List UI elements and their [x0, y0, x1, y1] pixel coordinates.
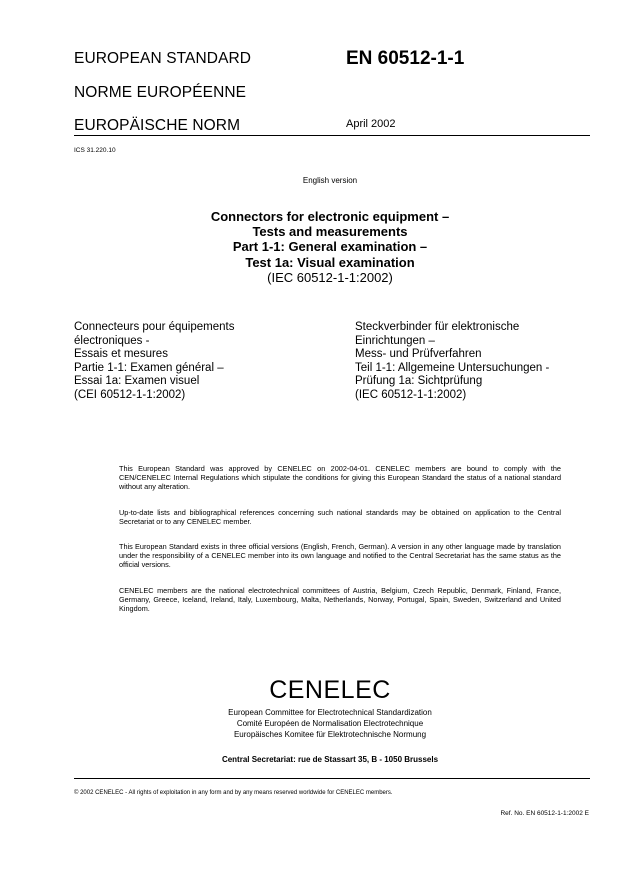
publication-date: April 2002 [346, 118, 396, 130]
standard-type-french: NORME EUROPÉENNE [74, 84, 247, 101]
committee-name-line: Europäisches Komitee für Elektrotechnische Normung [233, 729, 427, 739]
committee-name-line: Comité Européen de Normalisation Electrotechnique [236, 718, 424, 728]
approval-notice: This European Standard was approved by CENELEC on 2002-04-01. CENELEC members are bound to comply with the CEN/CENELEC Internal Regulations which stipulate the conditions for giving this European Standard the status of a national standard without any alteration. [119, 464, 561, 492]
title-line: Tests and measurements [252, 224, 408, 240]
french-title-line: Partie 1-1: Examen général – [74, 361, 224, 374]
title-line: Connectors for electronic equipment – [210, 209, 450, 224]
french-title-line: Essais et mesures [74, 348, 168, 361]
german-title-line: (IEC 60512-1-1:2002) [355, 388, 467, 401]
standard-type-english: EUROPEAN STANDARD [74, 50, 252, 67]
references-notice: Up-to-date lists and bibliographical references concerning such national standards may be obtained on application to the Central Secretariat or to any CENELEC member. [119, 508, 561, 527]
copyright-notice: © 2002 CENELEC - All rights of exploitation in any form and by any means reserved worldwide for CENELEC members. [74, 790, 393, 796]
committee-names [0, 708, 619, 740]
organization-name: CENELEC [269, 676, 391, 704]
central-secretariat: Central Secretariat: rue de Stassart 35, B - 1050 Brussels [221, 755, 439, 764]
german-title [355, 321, 549, 403]
title-line: Part 1-1: General examination – [232, 239, 428, 255]
french-title-line: Connecteurs pour équipements [74, 321, 235, 333]
language-version: English version [302, 176, 358, 185]
german-title-line: Mess- und Prüfverfahren [355, 348, 482, 361]
committee-name-line: European Committee for Electrotechnical Standardization [228, 708, 432, 717]
german-title-line: Prüfung 1a: Sichtprüfung [355, 375, 483, 388]
standard-number: EN 60512-1-1 [346, 48, 465, 69]
french-title-line: électroniques - [74, 334, 150, 347]
footer-rule [74, 778, 590, 779]
ics-code: ICS 31.220.10 [74, 147, 116, 154]
french-title-line: (CEI 60512-1-1:2002) [74, 388, 186, 401]
header-rule [74, 135, 590, 136]
german-title-line: Einrichtungen – [355, 334, 435, 347]
german-title-line: Teil 1-1: Allgemeine Untersuchungen - [355, 361, 550, 374]
title-block [0, 209, 619, 285]
french-title [74, 321, 234, 403]
versions-notice: This European Standard exists in three official versions (English, French, German). A version in any other language made by translation under the responsibility of a CENELEC member into its own language and notified to the Central Secretariat has the same status as the official versions. [119, 542, 561, 570]
german-title-line: Steckverbinder für elektronische [355, 321, 520, 333]
title-line: Test 1a: Visual examination [245, 254, 415, 270]
title-reference: (IEC 60512-1-1:2002) [267, 269, 393, 285]
standard-type-german: EUROPÄISCHE NORM [74, 117, 241, 134]
french-title-line: Essai 1a: Examen visuel [74, 375, 200, 388]
reference-number: Ref. No. EN 60512-1-1:2002 E [500, 810, 589, 817]
members-notice: CENELEC members are the national electrotechnical committees of Austria, Belgium, Czech Republic, Denmark, Finland, France, Germany, Greece, Iceland, Ireland, Italy, Luxembourg, Malta, Netherlands, Norway, Portugal, Spain, Sweden, Switzerland and United Kingdom. [119, 586, 561, 614]
